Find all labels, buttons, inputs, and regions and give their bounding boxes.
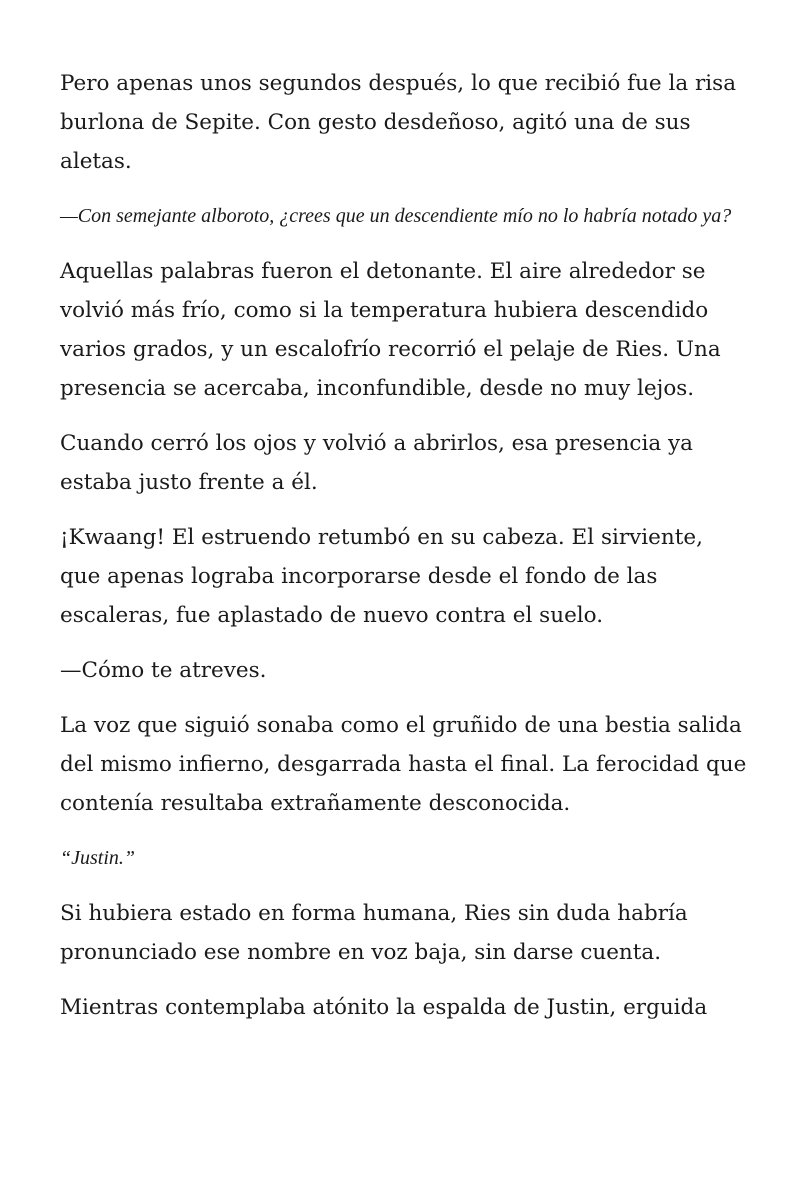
paragraph: La voz que siguió sonaba como el gruñido de una bestia salida del mismo infierno, desgarrada hasta el final. La ferocidad que contenía resultaba extrañamente desconocida.	[60, 713, 747, 816]
paragraph: ¡Kwaang! El estruendo retumbó en su cabeza. El sirviente, que apenas lograba incorporarse desde el fondo de las escaleras, fue aplastado de nuevo contra el suelo.	[60, 525, 703, 628]
document-page	[60, 64, 750, 1043]
italic-paragraph: —Con semejante alboroto, ¿crees que un descendiente mío no lo habría notado ya?	[60, 205, 732, 227]
dialogue-line: —Cómo te atreves.	[60, 658, 267, 683]
paragraph: Aquellas palabras fueron el detonante. El aire alrededor se volvió más frío, como si la temperatura hubiera descendido varios grados, y un escalofrío recorrió el pelaje de Ries. Una presencia se acercaba, inconfundible, desde no muy lejos.	[60, 259, 721, 401]
paragraph: Si hubiera estado en forma humana, Ries sin duda habría pronunciado ese nombre en voz baja, sin darse cuenta.	[60, 901, 688, 965]
paragraph: Pero apenas unos segundos después, lo que recibió fue la risa burlona de Sepite. Con gesto desdeñoso, agitó una de sus aletas.	[60, 71, 737, 174]
paragraph: Mientras contemplaba atónito la espalda de Justin, erguida	[60, 995, 708, 1020]
paragraph: Cuando cerró los ojos y volvió a abrirlos, esa presencia ya estaba justo frente a él.	[60, 431, 693, 495]
italic-thought: “Justin.”	[60, 847, 136, 869]
